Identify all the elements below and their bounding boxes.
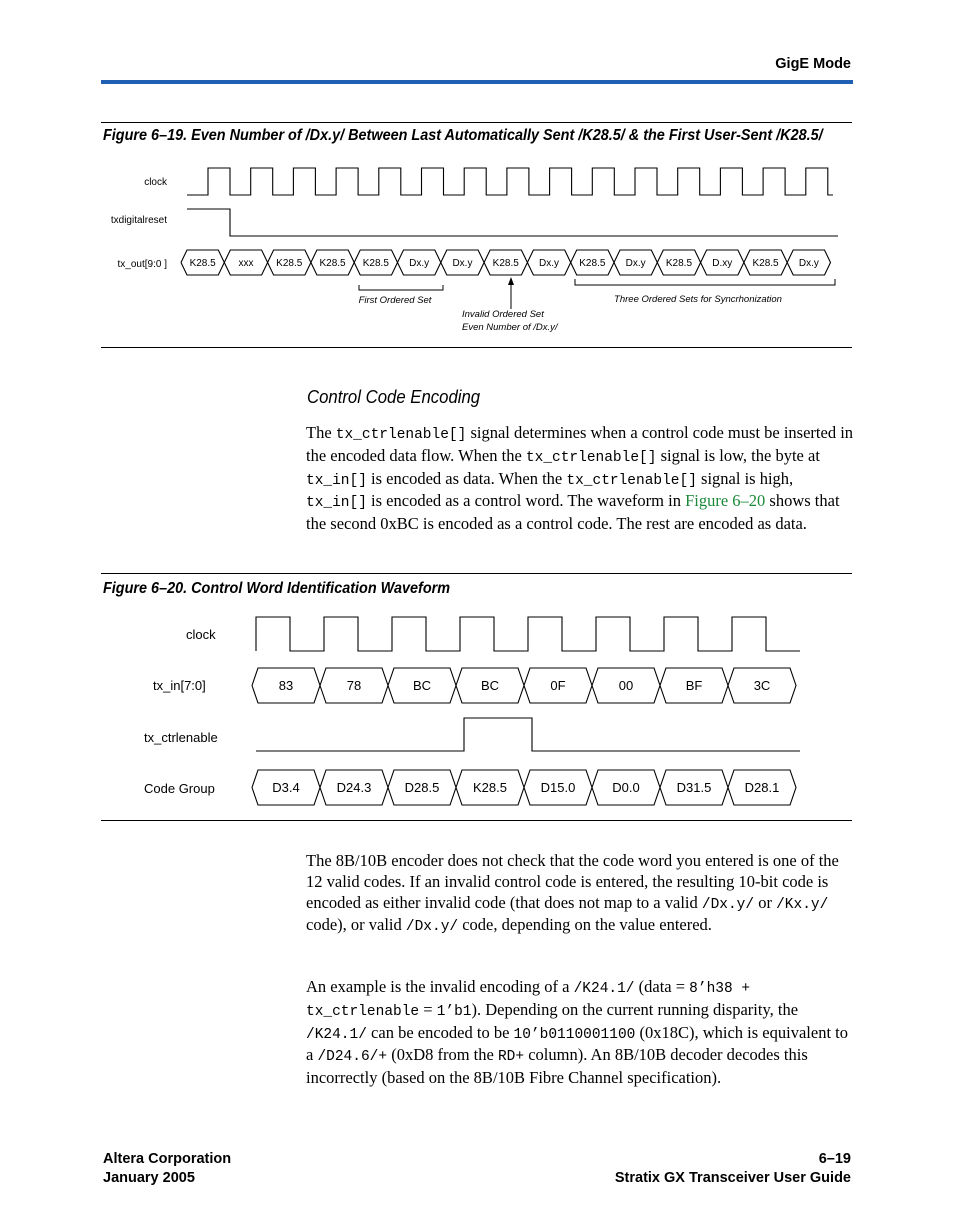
text-run: (data = bbox=[634, 977, 690, 996]
tx-out-value: K28.5 bbox=[579, 258, 606, 270]
tx-in-value: BC bbox=[480, 678, 500, 694]
text-run: = bbox=[419, 999, 437, 1019]
figure-6-19-caption: Figure 6–19. Even Number of /Dx.y/ Between Last Automatically Sent /K28.5/ & the First User-Sent /K28.5/ bbox=[103, 127, 823, 144]
text-run: code), or valid bbox=[306, 915, 406, 935]
text-run: ). Depending on the current running disparity, the bbox=[471, 999, 799, 1019]
footer-left bbox=[103, 1150, 231, 1188]
code-run: /Dx.y/ bbox=[701, 896, 755, 913]
signal-label-tx-in: tx_in[7:0] bbox=[153, 678, 206, 693]
tx-in-value: 78 bbox=[346, 678, 362, 694]
tx-out-value: K28.5 bbox=[362, 258, 389, 270]
signal-label-clock: clock bbox=[144, 177, 167, 188]
text-run: The 8B/10B encoder does not check that the code word you entered is one of the 12 valid codes. If an invalid control code is entered, the resulting 10-bit code is encoded as either invalid code (that does not map to a valid bbox=[306, 851, 839, 912]
tx-in-value: BF bbox=[685, 678, 703, 694]
tx-out-value: K28.5 bbox=[752, 258, 779, 270]
tx-out-value: Dx.y bbox=[798, 258, 819, 270]
tx-out-value: D.xy bbox=[712, 258, 733, 270]
text-run: signal is low, the byte at bbox=[656, 445, 820, 465]
code-group-value: D3.4 bbox=[272, 780, 300, 796]
code-group-value: D24.3 bbox=[336, 780, 372, 796]
text-run: (0x18C), which is equivalent to a bbox=[306, 1022, 848, 1065]
text-run: signal is high, bbox=[696, 468, 794, 488]
text-run: is encoded as a control word. The waveform in bbox=[366, 491, 686, 511]
code-run: /Kx.y/ bbox=[776, 896, 829, 913]
code-run: /Dx.y/ bbox=[405, 919, 459, 936]
text-run: The bbox=[306, 423, 336, 442]
tx-out-value: Dx.y bbox=[452, 258, 473, 270]
code-group-value: D0.0 bbox=[612, 780, 640, 796]
tx-in-bus bbox=[252, 668, 796, 703]
footer-doc-title: Stratix GX Transceiver User Guide bbox=[614, 1170, 851, 1186]
tx-out-value: K28.5 bbox=[492, 258, 519, 270]
tx-out-value: xxx bbox=[238, 258, 254, 270]
invalid-ordered-set-label: Invalid Ordered Set bbox=[462, 309, 544, 320]
code-run: 1’b1 bbox=[436, 1003, 472, 1020]
three-ordered-sets-label: Three Ordered Sets for Syncrhonization bbox=[614, 294, 782, 305]
code-run: tx_ctrlenable[] bbox=[566, 472, 697, 489]
running-header: GigE Mode bbox=[775, 56, 851, 72]
signal-label-txdigitalreset: txdigitalreset bbox=[110, 215, 167, 226]
tx-out-value: K28.5 bbox=[189, 258, 216, 270]
footer-page-number: 6–19 bbox=[818, 1151, 851, 1167]
signal-label-tx-ctrlenable: tx_ctrlenable bbox=[144, 730, 218, 745]
code-group-value: D28.1 bbox=[744, 780, 780, 796]
text-run: (0xD8 from the bbox=[387, 1045, 498, 1065]
code-group-bus bbox=[252, 770, 796, 805]
code-run: tx_in[] bbox=[306, 472, 367, 489]
figure-6-20-link[interactable]: Figure 6–20 bbox=[685, 491, 766, 511]
figure-bottom-rule bbox=[101, 820, 852, 821]
code-run: RD+ bbox=[497, 1049, 525, 1066]
text-run: or bbox=[754, 892, 777, 912]
text-run: code, depending on the value entered. bbox=[458, 915, 712, 935]
tx-in-value: 0F bbox=[550, 678, 566, 694]
tx-out-value: K28.5 bbox=[319, 258, 346, 270]
footer-right bbox=[615, 1150, 851, 1188]
text-run: is encoded as data. When the bbox=[366, 468, 567, 488]
text-run: column). An 8B/10B decoder decodes this incorrectly (based on the 8B/10B Fibre Channel specification). bbox=[306, 1045, 808, 1088]
tx-in-value: 3C bbox=[753, 678, 771, 694]
text-run: can be encoded to be bbox=[366, 1022, 514, 1042]
code-run: tx_ctrlenable[] bbox=[525, 449, 657, 466]
text-run: An example is the invalid encoding of a bbox=[306, 977, 574, 996]
code-run: 8’h38 + bbox=[689, 981, 751, 997]
footer-company: Altera Corporation bbox=[103, 1151, 232, 1167]
code-group-value: K28.5 bbox=[473, 780, 507, 796]
code-group-value: D15.0 bbox=[540, 780, 576, 796]
text-run: signal determines when a control code must be inserted in the encoded data flow. When the bbox=[306, 423, 854, 465]
text-run: shows that the second 0xBC is encoded as a control code. The rest are encoded as data. bbox=[306, 491, 840, 534]
code-run: tx_ctrlenable bbox=[306, 1003, 420, 1020]
code-run: 10’b0110001100 bbox=[513, 1026, 636, 1043]
code-run: /D24.6/+ bbox=[317, 1049, 388, 1066]
signal-label-clock: clock bbox=[186, 627, 216, 642]
clock-waveform bbox=[256, 617, 800, 651]
code-group-value: D28.5 bbox=[404, 780, 440, 796]
tx-out-value: Dx.y bbox=[625, 258, 646, 270]
tx-out-value: K28.5 bbox=[276, 258, 303, 270]
paragraph-invalid-example bbox=[306, 977, 854, 1089]
tx-in-value: 00 bbox=[618, 678, 634, 694]
code-run: tx_ctrlenable[] bbox=[335, 427, 467, 443]
tx-out-value: Dx.y bbox=[539, 258, 560, 270]
ctrlenable-waveform bbox=[256, 718, 800, 751]
code-run: /K24.1/ bbox=[573, 981, 635, 997]
paragraph-encoder-check bbox=[306, 851, 854, 938]
tx-in-value: BC bbox=[412, 678, 432, 694]
tx-in-value: 83 bbox=[278, 678, 294, 694]
figure-6-20-caption: Figure 6–20. Control Word Identification Waveform bbox=[103, 580, 451, 597]
signal-label-code-group: Code Group bbox=[144, 781, 215, 796]
tx-out-value: K28.5 bbox=[665, 258, 693, 270]
tx-out-value: Dx.y bbox=[409, 258, 430, 270]
section-heading: Control Code Encoding bbox=[307, 387, 481, 407]
code-run: tx_in[] bbox=[306, 495, 367, 512]
first-ordered-set-label: First Ordered Set bbox=[358, 295, 432, 306]
code-run: /K24.1/ bbox=[306, 1026, 367, 1043]
signal-label-tx-out: tx_out[9:0 ] bbox=[117, 259, 167, 270]
footer-date: January 2005 bbox=[103, 1170, 195, 1186]
code-group-value: D31.5 bbox=[676, 780, 712, 796]
even-number-label: Even Number of /Dx.y/ bbox=[462, 322, 558, 333]
